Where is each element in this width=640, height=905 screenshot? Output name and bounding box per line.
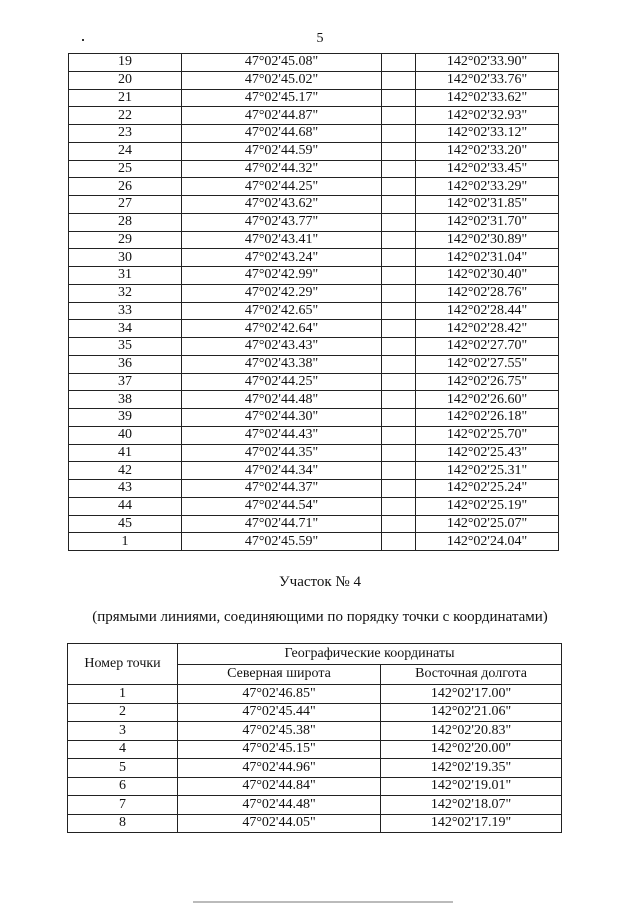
spacer-cell (382, 213, 416, 231)
longitude-cell: 142°02'26.60" (416, 391, 559, 409)
point-number-cell: 21 (69, 89, 182, 107)
spacer-cell (382, 302, 416, 320)
longitude-cell: 142°02'33.45" (416, 160, 559, 178)
point-number-cell: 7 (68, 796, 178, 815)
spacer-cell (382, 267, 416, 285)
coordinates-table-body (69, 54, 559, 551)
longitude-cell: 142°02'20.00" (381, 740, 562, 759)
table-row (69, 284, 559, 302)
table-row (68, 759, 562, 778)
longitude-cell: 142°02'25.24" (416, 480, 559, 498)
spacer-cell (382, 284, 416, 302)
spacer-cell (382, 497, 416, 515)
latitude-cell: 47°02'43.24" (182, 249, 382, 267)
spacer-cell (382, 249, 416, 267)
spacer-cell (382, 142, 416, 160)
point-number-cell: 31 (69, 267, 182, 285)
latitude-cell: 47°02'44.32" (182, 160, 382, 178)
point-number-cell: 43 (69, 480, 182, 498)
longitude-cell: 142°02'18.07" (381, 796, 562, 815)
section-4-coordinates-table (67, 643, 562, 833)
longitude-cell: 142°02'25.70" (416, 426, 559, 444)
point-number-cell: 28 (69, 213, 182, 231)
table-row (69, 249, 559, 267)
longitude-cell: 142°02'33.76" (416, 71, 559, 89)
latitude-cell: 47°02'43.62" (182, 196, 382, 214)
spacer-cell (382, 373, 416, 391)
spacer-cell (382, 160, 416, 178)
table-row (69, 320, 559, 338)
table-row (68, 685, 562, 704)
table-row (69, 355, 559, 373)
latitude-cell: 47°02'44.96" (178, 759, 381, 778)
point-number-cell: 27 (69, 196, 182, 214)
latitude-cell: 47°02'44.25" (182, 178, 382, 196)
point-number-cell: 45 (69, 515, 182, 533)
spacer-cell (382, 444, 416, 462)
latitude-cell: 47°02'44.71" (182, 515, 382, 533)
latitude-cell: 47°02'44.48" (182, 391, 382, 409)
longitude-cell: 142°02'31.70" (416, 213, 559, 231)
spacer-cell (382, 107, 416, 125)
table-row (69, 302, 559, 320)
longitude-cell: 142°02'26.18" (416, 409, 559, 427)
latitude-cell: 47°02'45.15" (178, 740, 381, 759)
table-row (69, 71, 559, 89)
table-row (69, 462, 559, 480)
table-row (69, 89, 559, 107)
table-row (69, 54, 559, 72)
spacer-cell (382, 196, 416, 214)
point-number-cell: 38 (69, 391, 182, 409)
longitude-cell: 142°02'28.44" (416, 302, 559, 320)
longitude-cell: 142°02'20.83" (381, 722, 562, 741)
spacer-cell (382, 355, 416, 373)
spacer-cell (382, 125, 416, 143)
latitude-cell: 47°02'45.08" (182, 54, 382, 72)
table-row (69, 160, 559, 178)
table-row (69, 213, 559, 231)
point-number-cell: 36 (69, 355, 182, 373)
spacer-cell (382, 480, 416, 498)
latitude-cell: 47°02'44.59" (182, 142, 382, 160)
scan-edge-line (193, 901, 453, 903)
longitude-cell: 142°02'33.90" (416, 54, 559, 72)
table-row (68, 722, 562, 741)
spacer-cell (382, 231, 416, 249)
point-number-cell: 39 (69, 409, 182, 427)
latitude-cell: 47°02'42.65" (182, 302, 382, 320)
longitude-cell: 142°02'26.75" (416, 373, 559, 391)
longitude-cell: 142°02'33.62" (416, 89, 559, 107)
longitude-cell: 142°02'28.76" (416, 284, 559, 302)
spacer-cell (382, 409, 416, 427)
table-row (69, 409, 559, 427)
point-number-cell: 6 (68, 777, 178, 796)
table-row (69, 142, 559, 160)
point-number-cell: 41 (69, 444, 182, 462)
table-row (68, 814, 562, 833)
table-row (69, 196, 559, 214)
point-number-cell: 33 (69, 302, 182, 320)
longitude-cell: 142°02'31.04" (416, 249, 559, 267)
latitude-cell: 47°02'45.38" (178, 722, 381, 741)
latitude-cell: 47°02'44.54" (182, 497, 382, 515)
point-number-cell: 5 (68, 759, 178, 778)
longitude-cell: 142°02'25.43" (416, 444, 559, 462)
point-number-cell: 37 (69, 373, 182, 391)
spacer-cell (382, 54, 416, 72)
spacer-cell (382, 533, 416, 551)
longitude-cell: 142°02'19.01" (381, 777, 562, 796)
table-row (68, 703, 562, 722)
latitude-cell: 47°02'45.44" (178, 703, 381, 722)
point-number-cell: 40 (69, 426, 182, 444)
table-row (69, 444, 559, 462)
latitude-cell: 47°02'43.38" (182, 355, 382, 373)
latitude-cell: 47°02'42.29" (182, 284, 382, 302)
spacer-cell (382, 515, 416, 533)
longitude-cell: 142°02'17.19" (381, 814, 562, 833)
longitude-cell: 142°02'19.35" (381, 759, 562, 778)
latitude-cell: 47°02'44.30" (182, 409, 382, 427)
point-number-cell: 19 (69, 54, 182, 72)
section-4-table-body (68, 685, 562, 833)
latitude-cell: 47°02'44.87" (182, 107, 382, 125)
latitude-cell: 47°02'43.41" (182, 231, 382, 249)
table-row (69, 107, 559, 125)
latitude-cell: 47°02'44.48" (178, 796, 381, 815)
table-row (69, 267, 559, 285)
latitude-cell: 47°02'44.35" (182, 444, 382, 462)
longitude-cell: 142°02'25.07" (416, 515, 559, 533)
latitude-cell: 47°02'44.68" (182, 125, 382, 143)
longitude-cell: 142°02'33.20" (416, 142, 559, 160)
point-number-cell: 8 (68, 814, 178, 833)
table-row (69, 391, 559, 409)
point-number-cell: 23 (69, 125, 182, 143)
header-east-longitude: Восточная долгота (381, 664, 562, 685)
header-point-number: Номер точки (68, 644, 178, 685)
table-row (68, 740, 562, 759)
spacer-cell (382, 462, 416, 480)
point-number-cell: 20 (69, 71, 182, 89)
table-row (69, 125, 559, 143)
latitude-cell: 47°02'42.64" (182, 320, 382, 338)
point-number-cell: 3 (68, 722, 178, 741)
longitude-cell: 142°02'32.93" (416, 107, 559, 125)
latitude-cell: 47°02'43.77" (182, 213, 382, 231)
table-row (69, 178, 559, 196)
page-number: 5 (316, 31, 324, 46)
point-number-cell: 34 (69, 320, 182, 338)
header-north-latitude: Северная широта (178, 664, 381, 685)
point-number-cell: 25 (69, 160, 182, 178)
table-row (69, 480, 559, 498)
point-number-cell: 29 (69, 231, 182, 249)
latitude-cell: 47°02'45.17" (182, 89, 382, 107)
table-row (68, 777, 562, 796)
table-row (69, 426, 559, 444)
spacer-cell (382, 426, 416, 444)
longitude-cell: 142°02'33.12" (416, 125, 559, 143)
table-row (69, 231, 559, 249)
point-number-cell: 2 (68, 703, 178, 722)
latitude-cell: 47°02'44.37" (182, 480, 382, 498)
longitude-cell: 142°02'21.06" (381, 703, 562, 722)
spacer-cell (382, 71, 416, 89)
latitude-cell: 47°02'44.25" (182, 373, 382, 391)
section-subtitle: (прямыми линиями, соединяющими по порядку точки с координатами) (92, 609, 548, 625)
point-number-cell: 22 (69, 107, 182, 125)
spacer-cell (382, 391, 416, 409)
longitude-cell: 142°02'28.42" (416, 320, 559, 338)
point-number-cell: 32 (69, 284, 182, 302)
table-row (69, 533, 559, 551)
spacer-cell (382, 178, 416, 196)
point-number-cell: 1 (69, 533, 182, 551)
longitude-cell: 142°02'31.85" (416, 196, 559, 214)
spacer-cell (382, 89, 416, 107)
spacer-cell (382, 320, 416, 338)
latitude-cell: 47°02'44.43" (182, 426, 382, 444)
longitude-cell: 142°02'25.19" (416, 497, 559, 515)
table-row (69, 338, 559, 356)
table-row (69, 515, 559, 533)
point-number-cell: 4 (68, 740, 178, 759)
latitude-cell: 47°02'45.59" (182, 533, 382, 551)
longitude-cell: 142°02'30.40" (416, 267, 559, 285)
longitude-cell: 142°02'25.31" (416, 462, 559, 480)
scan-dot (82, 39, 84, 41)
section-title: Участок № 4 (279, 574, 361, 590)
longitude-cell: 142°02'27.70" (416, 338, 559, 356)
latitude-cell: 47°02'44.05" (178, 814, 381, 833)
longitude-cell: 142°02'27.55" (416, 355, 559, 373)
latitude-cell: 47°02'44.84" (178, 777, 381, 796)
table-row (68, 796, 562, 815)
point-number-cell: 42 (69, 462, 182, 480)
latitude-cell: 47°02'45.02" (182, 71, 382, 89)
latitude-cell: 47°02'46.85" (178, 685, 381, 704)
longitude-cell: 142°02'17.00" (381, 685, 562, 704)
spacer-cell (382, 338, 416, 356)
latitude-cell: 47°02'44.34" (182, 462, 382, 480)
table-row (69, 497, 559, 515)
longitude-cell: 142°02'30.89" (416, 231, 559, 249)
point-number-cell: 26 (69, 178, 182, 196)
longitude-cell: 142°02'24.04" (416, 533, 559, 551)
point-number-cell: 30 (69, 249, 182, 267)
point-number-cell: 24 (69, 142, 182, 160)
header-geo-coordinates: Географические координаты (178, 644, 562, 665)
table-row (69, 373, 559, 391)
longitude-cell: 142°02'33.29" (416, 178, 559, 196)
point-number-cell: 1 (68, 685, 178, 704)
point-number-cell: 44 (69, 497, 182, 515)
point-number-cell: 35 (69, 338, 182, 356)
coordinates-table-continued (68, 53, 559, 551)
latitude-cell: 47°02'42.99" (182, 267, 382, 285)
latitude-cell: 47°02'43.43" (182, 338, 382, 356)
